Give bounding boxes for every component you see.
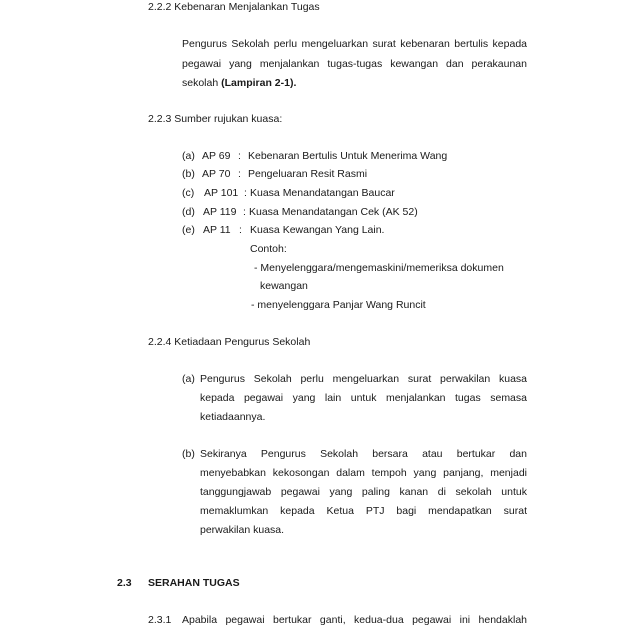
s224-a-line: ketiadaannya. bbox=[200, 411, 266, 423]
item-text: Pengeluaran Resit Rasmi bbox=[248, 168, 368, 180]
contoh-label: Contoh: bbox=[250, 243, 287, 255]
item-code: AP 119 bbox=[203, 206, 237, 218]
authority-item bbox=[182, 223, 384, 237]
item-sep: : bbox=[239, 224, 242, 236]
s224-a-line: kepada pegawai yang lain untuk menjalankan tugas semasa bbox=[200, 392, 527, 404]
item-code: AP 11 bbox=[203, 224, 231, 236]
contoh-item-continued: kewangan bbox=[260, 280, 308, 292]
item-code: AP 69 bbox=[202, 150, 231, 162]
item-sep: : bbox=[238, 150, 241, 162]
authority-item bbox=[182, 149, 447, 163]
section-2-3-title: SERAHAN TUGAS bbox=[148, 577, 240, 589]
s231-line: Apabila pegawai bertukar ganti, kedua-dua pegawai ini hendaklah bbox=[182, 614, 527, 626]
item-text: Kuasa Kewangan Yang Lain. bbox=[250, 224, 385, 236]
item-label: (e) bbox=[182, 224, 195, 236]
authority-item bbox=[182, 186, 395, 200]
section-2-2-3-heading: 2.2.3 Sumber rujukan kuasa: bbox=[148, 113, 283, 125]
section-2-3-1-number: 2.3.1 bbox=[148, 614, 172, 626]
contoh-item: - Menyelenggara/mengemaskini/memeriksa dokumen bbox=[254, 262, 504, 274]
s222-para-line bbox=[182, 76, 296, 90]
s224-b-line: Sekiranya Pengurus Sekolah bersara atau bertukar dan bbox=[200, 448, 527, 460]
item-label: (a) bbox=[182, 373, 195, 385]
item-label: (a) bbox=[182, 150, 195, 162]
item-code: AP 101 bbox=[204, 187, 239, 199]
item-code: AP 70 bbox=[202, 168, 231, 180]
item-sep: : bbox=[244, 187, 247, 199]
item-text: Kuasa Menandatangan Cek (AK 52) bbox=[249, 206, 418, 218]
item-label: (c) bbox=[182, 187, 195, 199]
item-label: (b) bbox=[182, 448, 195, 460]
s224-b-line: memaklumkan kepada Ketua PTJ bagi mendapatkan surat bbox=[200, 505, 527, 517]
s224-b-line: tanggungjawab pegawai yang paling kanan di sekolah untuk bbox=[200, 486, 527, 498]
item-sep: : bbox=[238, 168, 241, 180]
item-label: (d) bbox=[182, 206, 195, 218]
section-2-2-2-heading: 2.2.2 Kebenaran Menjalankan Tugas bbox=[148, 1, 320, 13]
s222-para-line: pegawai yang menjalankan tugas-tugas kewangan dan perakaunan bbox=[182, 58, 527, 70]
item-label: (b) bbox=[182, 168, 195, 180]
s224-b-line: menyebabkan kekosongan dalam tempoh yang panjang, menjadi bbox=[200, 467, 527, 479]
lampiran-reference: (Lampiran 2-1). bbox=[221, 77, 297, 89]
contoh-item: - menyelenggara Panjar Wang Runcit bbox=[251, 299, 426, 311]
s224-a-line: Pengurus Sekolah perlu mengeluarkan surat perwakilan kuasa bbox=[200, 373, 527, 385]
authority-item bbox=[182, 167, 367, 181]
s224-b-line: perwakilan kuasa. bbox=[200, 524, 285, 536]
s222-para-text: sekolah bbox=[182, 77, 222, 89]
authority-item bbox=[182, 205, 418, 219]
s222-para-line: Pengurus Sekolah perlu mengeluarkan surat kebenaran bertulis kepada bbox=[182, 38, 527, 50]
item-sep: : bbox=[243, 206, 246, 218]
item-text: Kuasa Menandatangan Baucar bbox=[250, 187, 395, 199]
section-2-3-number: 2.3 bbox=[117, 577, 132, 589]
item-text: Kebenaran Bertulis Untuk Menerima Wang bbox=[248, 150, 448, 162]
section-2-2-4-heading: 2.2.4 Ketiadaan Pengurus Sekolah bbox=[148, 336, 311, 348]
